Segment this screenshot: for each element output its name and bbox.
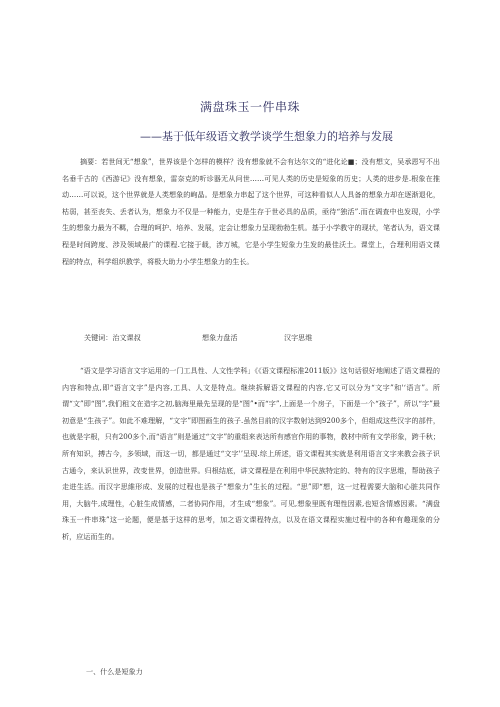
document-title: 满盘珠玉一件串珠 bbox=[199, 100, 300, 114]
section-heading: 一、什么是短象力 bbox=[86, 667, 143, 676]
document-subtitle: ——基于低年级语文教学谈学生想象力的培养与发展 bbox=[140, 130, 393, 143]
abstract-block bbox=[62, 154, 440, 270]
keywords-label: 关键词：治文课叔 bbox=[84, 333, 141, 342]
keyword-chinese-thinking: 汉字思维 bbox=[284, 333, 313, 342]
abstract-paragraph: 摘要：若世间无“想象”，世界该是个怎样的模样？没有想象就不会有达尔文的“进化论■；没有想文，吴承恩写不出名垂千古的《西游记》没有想象，雷奈克的听诊器无从问世……可见人类的历史是短象的历史；人类的进步是.根象在推动……可以说，这个世界就是人类想象的峋晶。是想象力串起了这个世界，可这种看似人人具备的想象力却在逐渐退化，枯弱，甚至丧失、丢者认为，想象力不仅是一种能力，史是生存于世必具的品质，亟待“独活”.而在调查中也发现，小学生的想象力最为不羁，合理的呵护、培养、发展，定会让想象力呈现勃勃生机。基于小学教守的现状，笔者认为，语文课程是时间跨度、涉及领域最广的课程.它接于载，涉万城，它是小学生短象力生发的最佳沃土。课堂上，合理利用语文课程的特点，科学组织教学，将极大助力小学生想象力的生长。 bbox=[62, 157, 440, 266]
keywords-line bbox=[62, 330, 440, 347]
keyword-imagination: 想象力盘活 bbox=[202, 333, 238, 342]
intro-block bbox=[62, 363, 440, 546]
intro-paragraph: “语文是学习语言文字运用的一门工具性、人文性学科」《《语文课程标准2011版》》这句话很好地阐述了语文课程的内容和特点,即“语言文字”是内容,工具、人文是特点。继续拆解语文课程的内容,它又可以分为“文字”和'‘语言”。所谓“文”即“图”,我们租文在造字之初,脑海里最先呈现的是“图”•而“字”,上面是一个房子，下面是一个“孩子”，所以“字”最初意是“生孩子”。如此不难理解，“文字”即图画生的孩子.虽然目前的汉字数射达到9200多个，但组成这些汉字的部件，也就是字根，只有200多个,而“语言”则是通过“文字”的重组来表达所有感官作用的事物，教材中所有文学形象，跨千秋；所有知识，搏古今，多领域，而这一切，都是通过“文字'’呈现.综上所述，语文课程其实就是利用语言文字来教会孩子识古通今，来认识世界，改变世界，创造世界。归根结底，讲文课程是在利用中华民族特定的、特有的汉字思维，帮助孩子走进生活。而汉字思維形成、发展的过程也是孩子“想象力”生长的过程。“思”即“想，这一过程需要大脑和心脏共同作用，大脑牛,成理性，心脏生成情感，二者协同作用，才生成“想象”。可见,想象里既有理性因素,也短含情感因素。“满盘珠玉一件串珠”这一论题，便是基于这样的思考，加之语文课程特点，以及在语文课程实施过程中的各种有趣现象的分析，应运而生的。 bbox=[62, 366, 440, 541]
